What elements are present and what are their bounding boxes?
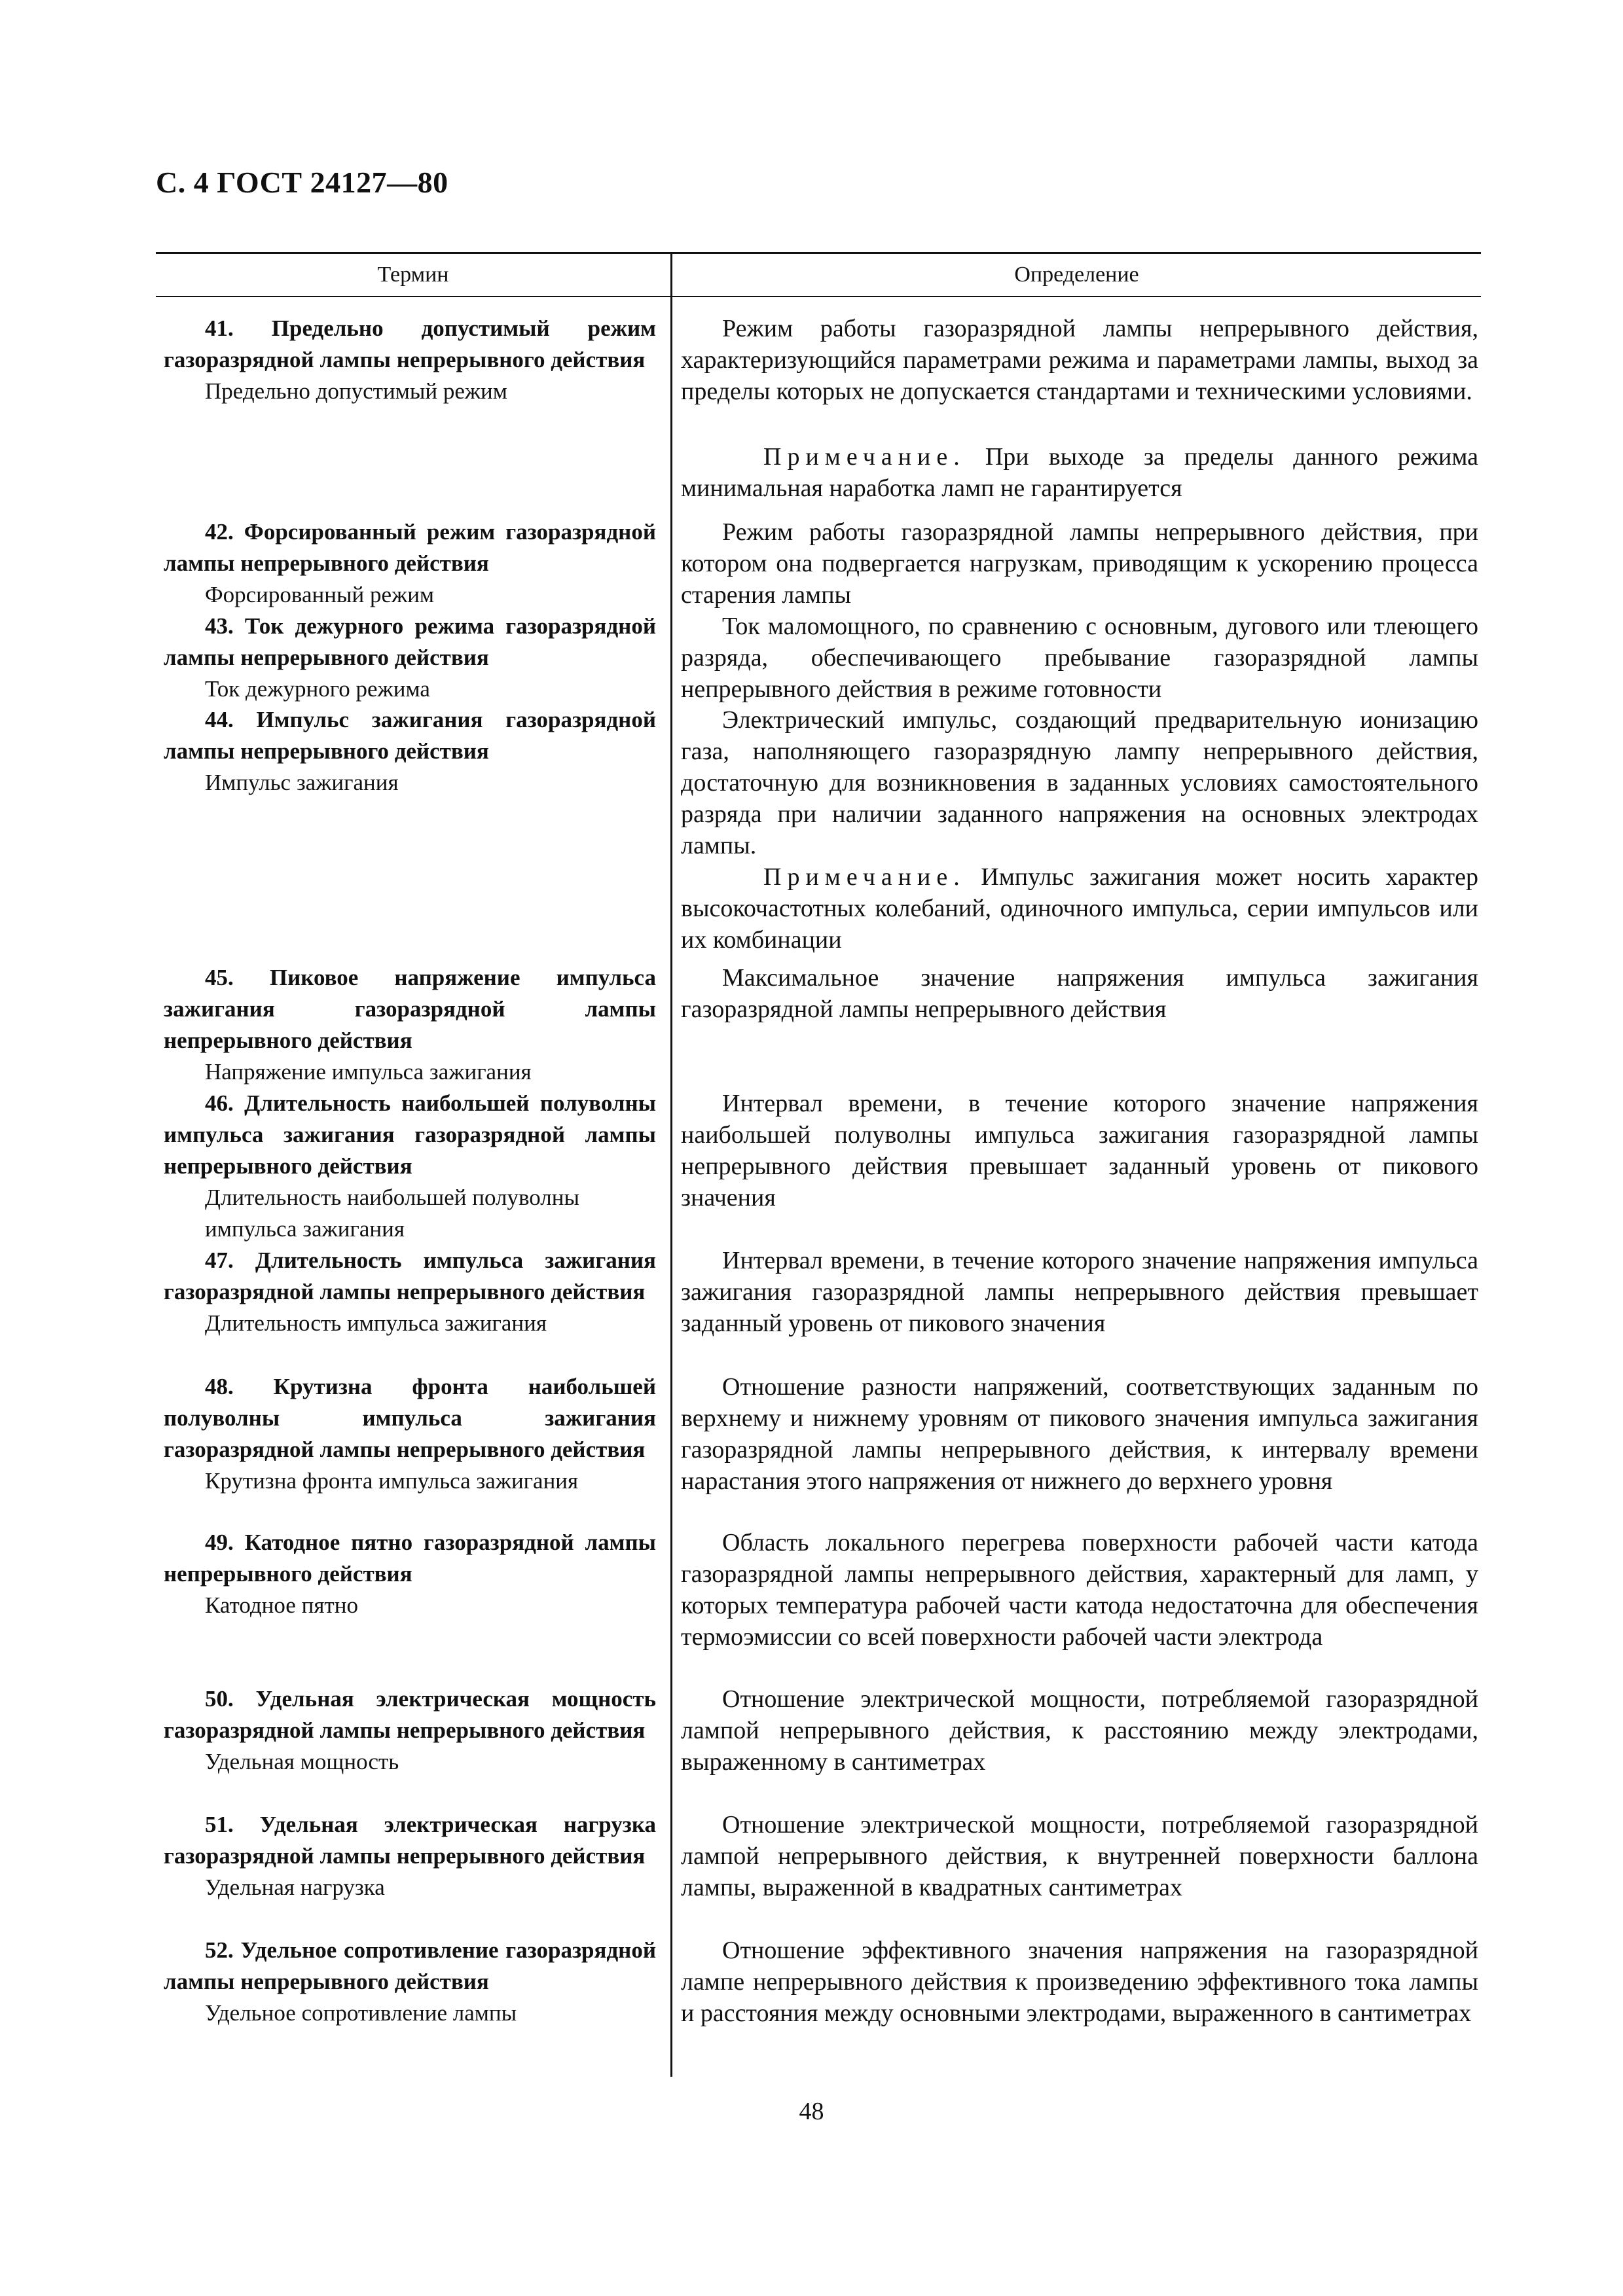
term-48 (164, 1371, 656, 1497)
definition-44: Электрический импульс, создающий предварительную ионизацию газа, наполняющего газоразрядную лампу непрерывного действия, достаточную для возникновения в заданных условиях самостоятельного разряда при наличии заданного напряжения на основных электродах лампы. (681, 706, 1478, 859)
term-short: Крутизна фронта импульса зажигания (205, 1468, 579, 1494)
term-title: 49. Катодное пятно газоразрядной лампы непрерывного действия (164, 1530, 656, 1587)
note-label: Примечание. (763, 443, 966, 471)
term-short: Длительность наибольшей полуволны импульса зажигания (205, 1185, 579, 1242)
column-header-term: Термин (377, 262, 449, 287)
term-short: Импульс зажигания (205, 770, 399, 795)
term-title: 50. Удельная электрическая мощность газоразрядной лампы непрерывного действия (164, 1686, 656, 1743)
definition-46: Интервал времени, в течение которого значение напряжения наибольшей полуволны импульса зажигания газоразрядной лампы непрерывного действия превышает заданный уровень от пикового значения (681, 1090, 1478, 1211)
definition-49: Область локального перегрева поверхности рабочей части катода газоразрядной лампы непрерывного действия, характерный для ламп, у которых температура рабочей части катода недостаточна для обеспечения термоэмиссии со всей поверхности рабочей части электрода (681, 1529, 1478, 1651)
definition-48: Отношение разности напряжений, соответствующих заданным по верхнему и нижнему уровням от пикового значения импульса зажигания газоразрядной лампы непрерывного действия, к интервалу времени нарастания этого напряжения от нижнего до верхнего уровня (681, 1373, 1478, 1495)
term-title: 46. Длительность наибольшей полуволны импульса зажигания газоразрядной лампы непрерывного действия (164, 1090, 656, 1179)
term-49 (164, 1527, 656, 1621)
term-short: Форсированный режим (205, 582, 435, 607)
term-title: 51. Удельная электрическая нагрузка газоразрядной лампы непрерывного действия (164, 1812, 656, 1869)
term-42 (164, 516, 656, 611)
table-column-divider (670, 252, 672, 2077)
term-title: 52. Удельное сопротивление газоразрядной лампы непрерывного действия (164, 1937, 656, 1994)
definition-41: Режим работы газоразрядной лампы непрерывного действия, характеризующийся параметрами режима и параметрами лампы, выход за пределы которых не допускается стандартами и техническими условиями. (681, 315, 1478, 405)
term-short: Катодное пятно (205, 1592, 358, 1618)
term-short: Предельно допустимый режим (205, 378, 507, 404)
note-text: При выходе за пределы данного режима минимальная наработка ламп не гарантируется (681, 443, 1478, 502)
term-47 (164, 1245, 656, 1339)
definition-45: Максимальное значение напряжения импульса зажигания газоразрядной лампы непрерывного действия (681, 964, 1478, 1023)
term-title: 47. Длительность импульса зажигания газоразрядной лампы непрерывного действия (164, 1247, 656, 1304)
note-41 (681, 441, 1478, 504)
page-number: 48 (799, 2098, 824, 2125)
term-46 (164, 1088, 656, 1245)
table-top-rule (156, 252, 1481, 254)
term-title: 42. Форсированный режим газоразрядной лампы непрерывного действия (164, 519, 656, 576)
page-header: С. 4 ГОСТ 24127—80 (156, 166, 448, 199)
term-45 (164, 962, 656, 1088)
term-52 (164, 1935, 656, 2029)
term-short: Напряжение импульса зажигания (205, 1059, 532, 1085)
term-short: Ток дежурного режима (205, 676, 430, 702)
term-50 (164, 1683, 656, 1778)
term-short: Удельная нагрузка (205, 1874, 385, 1900)
term-title: 45. Пиковое напряжение импульса зажигания газоразрядной лампы непрерывного действия (164, 965, 656, 1053)
definition-52: Отношение эффективного значения напряжения на газоразрядной лампе непрерывного действия к произведению эффективного тока лампы и расстояния между основными электродами, выраженного в сантиметрах (681, 1937, 1478, 2027)
column-header-definition: Определение (1014, 262, 1139, 287)
term-title: 48. Крутизна фронта наибольшей полуволны импульса зажигания газоразрядной лампы непрерывного действия (164, 1374, 656, 1462)
note-label: Примечание. (763, 863, 966, 891)
term-43 (164, 611, 656, 705)
term-short: Удельная мощность (205, 1749, 399, 1774)
term-short: Длительность импульса зажигания (205, 1310, 547, 1336)
term-44 (164, 704, 656, 798)
definition-47: Интервал времени, в течение которого значение напряжения импульса зажигания газоразрядной лампы непрерывного действия превышает заданный уровень от пикового значения (681, 1247, 1478, 1337)
definition-43: Ток маломощного, по сравнению с основным, дугового или тлеющего разряда, обеспечивающего пребывание газоразрядной лампы непрерывного действия в режиме готовности (681, 613, 1478, 703)
term-title: 43. Ток дежурного режима газоразрядной лампы непрерывного действия (164, 613, 656, 670)
table-header-rule (156, 296, 1481, 297)
note-text: Импульс зажигания может носить характер высокочастотных колебаний, одиночного импульса, серии импульсов или их комбинации (681, 863, 1478, 954)
term-short: Удельное сопротивление лампы (205, 2000, 517, 2026)
term-title: 41. Предельно допустимый режим газоразрядной лампы непрерывного действия (164, 315, 656, 372)
definition-42: Режим работы газоразрядной лампы непрерывного действия, при котором она подвергается нагрузкам, приводящим к ускорению процесса старения лампы (681, 518, 1478, 609)
definition-50: Отношение электрической мощности, потребляемой газоразрядной лампой непрерывного действия, к расстоянию между электродами, выраженному в сантиметрах (681, 1685, 1478, 1776)
term-title: 44. Импульс зажигания газоразрядной лампы непрерывного действия (164, 707, 656, 764)
term-51 (164, 1809, 656, 1903)
definition-51: Отношение электрической мощности, потребляемой газоразрядной лампой непрерывного действия, к внутренней поверхности баллона лампы, выраженной в квадратных сантиметрах (681, 1811, 1478, 1901)
note-44 (681, 861, 1478, 956)
term-41 (164, 313, 656, 407)
